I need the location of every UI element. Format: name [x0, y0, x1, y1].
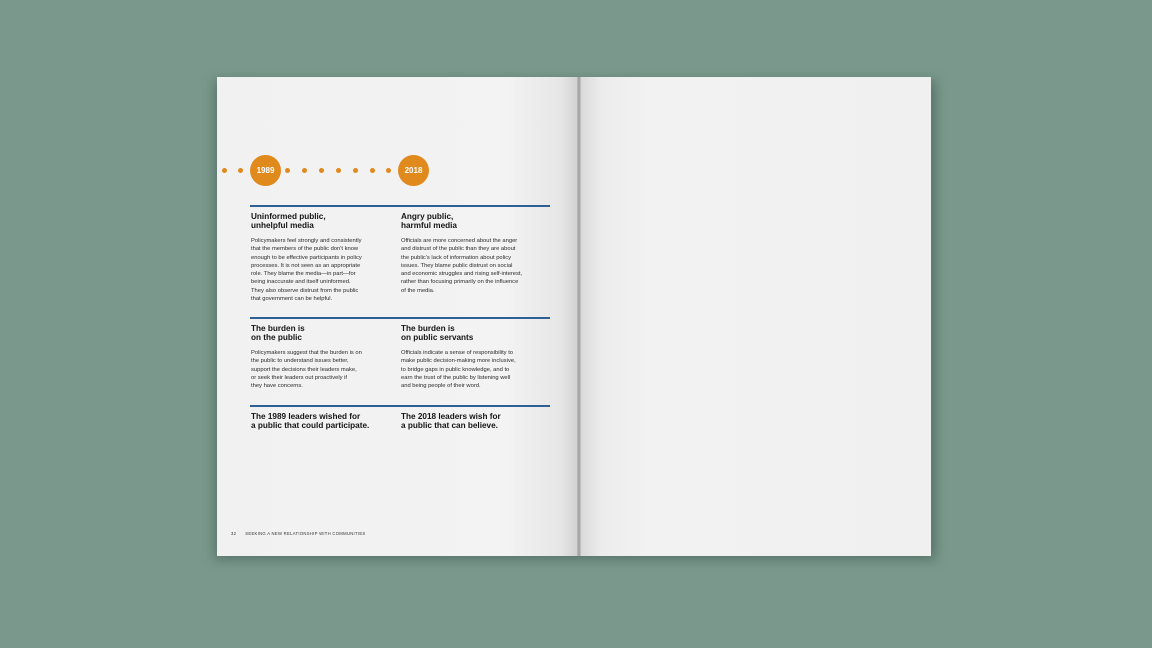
row2-right-body: Officials indicate a sense of responsibility to make public decision-making more inclusive, to bridge gaps in public knowledge, and to earn the trust of the public by listening well and being people of their word.	[401, 350, 516, 390]
row3-left-heading: The 1989 leaders wished for a public that could participate.	[251, 412, 370, 430]
page-number: 32	[231, 531, 237, 536]
row3-left-column	[251, 412, 399, 430]
year-circle-start	[250, 155, 281, 186]
year-start-label: 1989	[256, 166, 275, 175]
timeline-dot	[285, 168, 290, 173]
row3-right-column	[401, 412, 549, 430]
section-rule	[250, 317, 550, 319]
timeline-dot	[319, 168, 324, 173]
row1-left-heading: Uninformed public, unhelpful media	[251, 212, 326, 230]
book-spine	[577, 77, 581, 556]
row2-left-body: Policymakers suggest that the burden is on the public to understand issues better, support the decisions their leaders make, or seek their leaders out proactively if they have concerns.	[251, 350, 362, 390]
row2-right-column	[401, 324, 549, 390]
row1-right-heading: Angry public, harmful media	[401, 212, 457, 230]
right-page-blank	[580, 77, 931, 556]
section-rule	[250, 205, 550, 207]
row2-right-heading: The burden is on public servants	[401, 324, 474, 342]
timeline-dot	[238, 168, 243, 173]
timeline-dot	[353, 168, 358, 173]
timeline-dot	[370, 168, 375, 173]
row3-right-heading: The 2018 leaders wish for a public that can believe.	[401, 412, 501, 430]
running-title: SEEKING A NEW RELATIONSHIP WITH COMMUNITIES	[245, 531, 366, 536]
year-circle-end	[398, 155, 429, 186]
section-rule	[250, 405, 550, 407]
year-end-label: 2018	[404, 166, 423, 175]
row2-left-heading: The burden is on the public	[251, 324, 305, 342]
timeline-dot	[302, 168, 307, 173]
page-footer	[231, 531, 366, 536]
row1-right-body: Officials are more concerned about the anger and distrust of the public than they are about the public's lack of information about policy issues. They blame public distrust on social and economic struggles and rising self-interest, rather than focusing primarily on the influence of the media.	[401, 238, 523, 294]
row1-right-column	[401, 212, 549, 295]
row1-left-column	[251, 212, 399, 303]
row2-left-column	[251, 324, 399, 390]
timeline-dot	[386, 168, 391, 173]
timeline-dot	[222, 168, 227, 173]
timeline-dot	[336, 168, 341, 173]
row1-left-body: Policymakers feel strongly and consistently that the members of the public don't know enough to be effective participants in policy processes. It is not seen as an appropriate role. They blame the media—in part—for being inaccurate and itself uninformed. They also observe distrust from the public that government can be helpful.	[251, 238, 362, 303]
